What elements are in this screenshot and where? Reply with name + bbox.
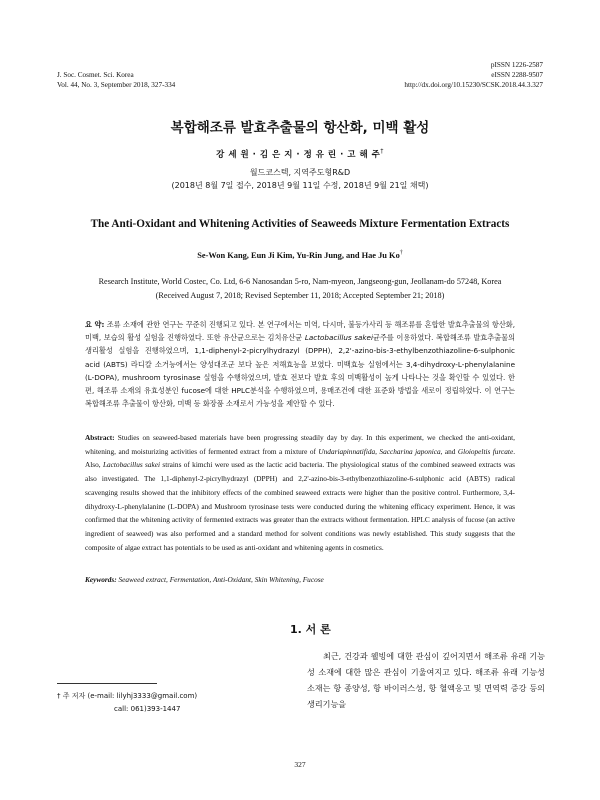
abstract-english-species-3: Lactobacillus sakei [102, 460, 161, 470]
journal-volume: Vol. 44, No. 3, September 2018, 327-334 [57, 81, 176, 89]
affiliation-english-block [0, 275, 600, 302]
journal-header-left [57, 70, 317, 90]
footnote-author-email: † 주 저자 (e-mail: lilyhj3333@gmail.com) [57, 692, 198, 700]
introduction-text: 최근, 건강과 웰빙에 대한 관심이 깊어지면서 해조류 유래 기능성 소재에 대한 많은 관심이 기울여지고 있다. 해조류 유래 기능성 소재는 항 종양성, 항 바이러스성, 항 혈액응고 및 면역력 증강 등의 생리기능을 [307, 651, 545, 709]
footnote-rule [57, 683, 157, 684]
doi-link[interactable]: http://dx.doi.org/10.15230/SCSK.2018.44.3.327 [404, 81, 543, 89]
abstract-korean-label: 요 약: [85, 320, 105, 329]
keywords-text: Seaweed extract, Fermentation, Anti-Oxidant, Skin Whitening, Fucose [116, 575, 324, 584]
authors-korean [0, 148, 600, 160]
journal-header-right [283, 60, 543, 90]
title-korean: 복합해조류 발효추출물의 항산화, 미백 활성 [170, 120, 430, 136]
abstract-english-label: Abstract: [85, 433, 115, 442]
abstract-english-text-2: and [442, 446, 458, 456]
footnote [57, 690, 277, 716]
section-heading-introduction: 1. 서 론 [290, 623, 331, 636]
abstract-korean-species: Lactobacillus sakei [304, 333, 373, 343]
abstract-korean-text-1: 조류 소재에 관한 연구는 꾸준히 진행되고 있다. 본 연구에서는 미역, 다시마, 불등가사리 등 해조류를 혼합한 발효추출물의 항산화, 미백, 보습의 활성 실험을 진행하였다. 또한 유산균으로는 김치유산균 [85, 320, 515, 343]
abstract-english-text-1: Studies on seaweed-based materials have been progressing steadily day by day. In this experiment, we checked the anti-oxidant, whitening, and moisturizing activities of fermented extract from a mixture of [85, 433, 515, 456]
affiliation-korean: 월드코스텍, 지역주도형R&D [249, 168, 351, 177]
authors-english-names: Se-Won Kang, Eun Ji Kim, Yu-Rin Jung, and Hae Ju Ko [197, 250, 400, 260]
abstract-english-text-4: strains of kimchi were used as the lactic acid bacteria. The physiological status of the combined seaweed extracts was also investigated. The 1,1-diphenyl-2-picrylhydrazyl (DPPH) and 2,2'-azino-bis-3-ethylbenzothiazoline-6-sulphonic acid (ABTS) radical scavenging results showed that the inhibitory effects of the combined seaweed extracts were higher than the positive control. Furthermore, 3,4-dihydroxy-L-phenylalanine (L-DOPA) and Mushroom tyrosinase tests were conducted during the whitening efficacy experiment. Hence, it was confirmed that the whitening activity of fermented extracts was greater than the extracts without fermentation. HPLC analysis of fucose (an active ingredient of seaweed) was also performed and a standard method for solvent conditions was newly established. This study suggests that the composite of algae extract has potentials to be used as anti-oxidant and whitening agents in cosmetics. [85, 460, 515, 552]
corresponding-mark-en: † [399, 250, 403, 256]
abstract-english-text-3: . Also, [85, 446, 516, 470]
affiliation-english: Research Institute, World Costec, Co. Ltd, 6-6 Nanosandan 5-ro, Nam-myeon, Jangseong-gun, Jeollanam-do 57248, Korea [98, 277, 502, 286]
dates-korean: (2018년 8월 7일 접수, 2018년 9월 11일 수정, 2018년 9월 21일 채택) [171, 181, 429, 190]
keywords-label: Keywords: [85, 575, 117, 584]
abstract-english [85, 431, 515, 554]
corresponding-mark: † [380, 148, 384, 156]
abstract-english-species-2: Gloiopeltis furcate [457, 446, 514, 456]
abstract-korean-text-2: 균주를 이용하였다. 복합해조류 발효추출물의 생리활성 실험을 진행하였으며, 1,1-diphenyl-2-picrylhydrazyl (DPPH), 2,2'-azino-bis-3-ethylbenzothiazoline-6-sulphonic acid (ABTS) 라디칼 소거능에서는 양성대조군 보다 높은 저해효능을 보였다. 미백효능 실험에서는 3,4-dihydroxy-L-phenylalanine (L-DOPA), mushroom tyrosinase 실험을 수행하였으며, 발효 전보다 발효 후의 미백활성이 높게 나타나는 것을 확인할 수 있었다. 한편, 해조류 소재의 유효성분인 fucose에 대한 HPLC분석을 수행하였으며, 용매조건에 대한 표준화 방법을 새로이 정립하였다. 이 연구는 복합해조류 추출물이 항산화, 미백 등 화장품 소재로서 가능성을 제안할 수 있다. [85, 333, 515, 409]
authors-korean-names: 강 세 원 · 김 은 지 · 정 유 린 · 고 해 주 [216, 150, 381, 160]
journal-name: J. Soc. Cosmet. Sci. Korea [57, 71, 134, 79]
affiliation-korean-block [0, 166, 600, 192]
keywords [85, 575, 515, 584]
page-number: 327 [294, 760, 306, 769]
footnote-call: call: 061)393-1447 [114, 705, 181, 713]
pissn: pISSN 1226-2587 [490, 61, 543, 69]
abstract-english-species-1: Undariapinnatifida, Saccharina japonica, [318, 446, 443, 456]
authors-english [0, 250, 600, 260]
dates-english: (Received August 7, 2018; Revised September 11, 2018; Accepted September 21; 2018) [155, 290, 445, 300]
introduction-paragraph [307, 648, 545, 712]
eissn: eISSN 2288-9507 [491, 71, 543, 79]
abstract-korean [85, 318, 515, 410]
title-english: The Anti-Oxidant and Whitening Activities of Seaweeds Mixture Fermentation Extracts [90, 218, 510, 230]
